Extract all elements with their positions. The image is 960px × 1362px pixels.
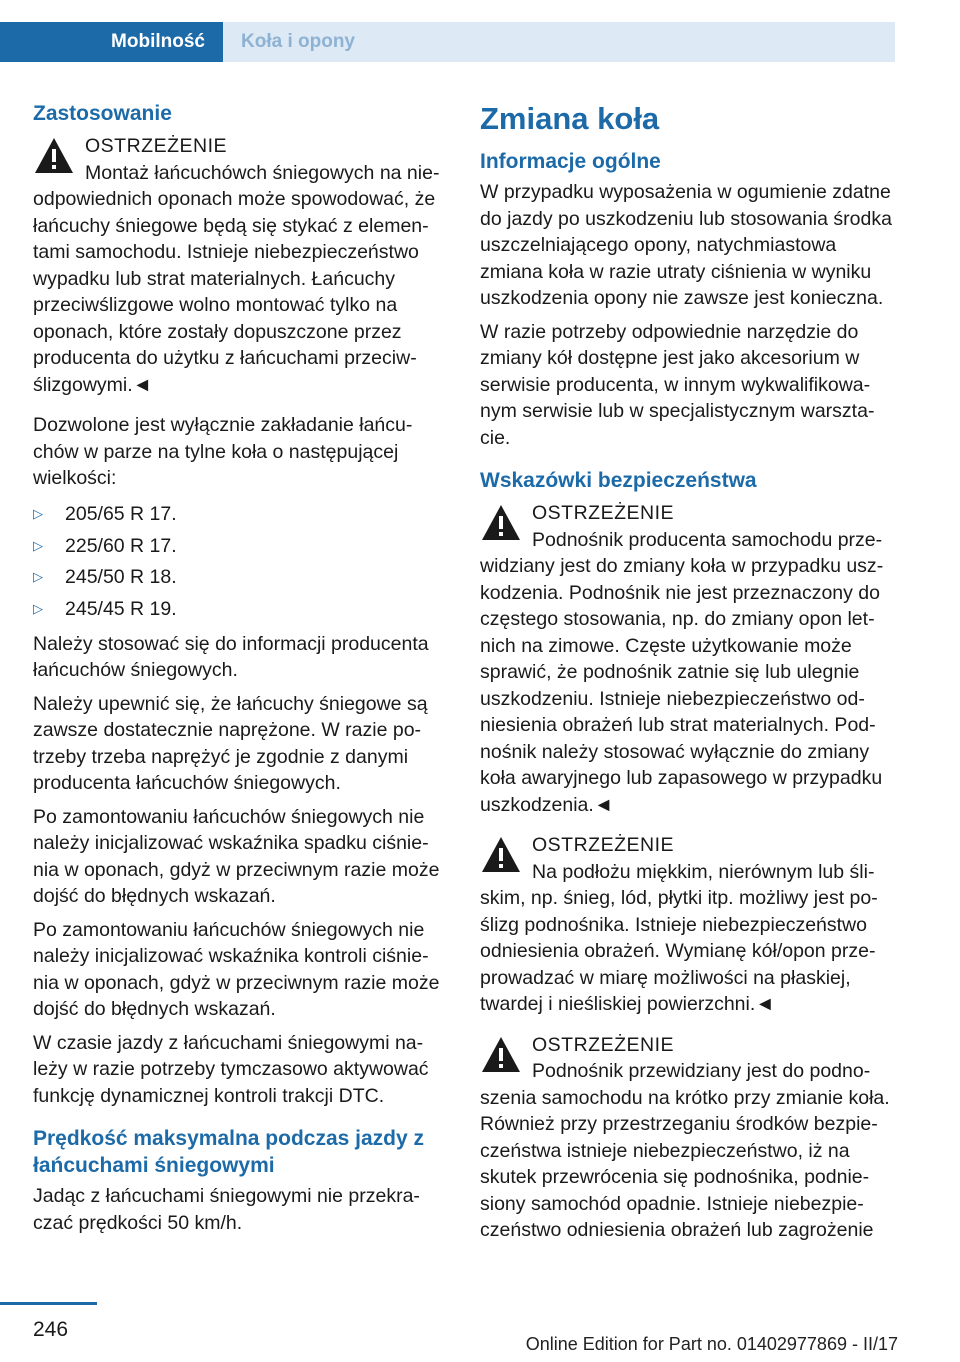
left-column: [33, 100, 445, 1243]
triangle-bullet-icon: ▷: [33, 506, 43, 521]
section-tab-kola-i-opony: Koła i opony: [223, 22, 895, 62]
paragraph: W czasie jazdy z łańcuchami śniegowymi należy w razie potrzeby tymczasowo aktywować funkcję dynamicznej kontroli trakcji DTC.: [33, 1031, 429, 1107]
warning-title: OSTRZEŻENIE: [532, 502, 675, 524]
paragraph: Jadąc z łańcuchami śniegowymi nie przekraczać prędkości 50 km/h.: [33, 1185, 420, 1234]
triangle-bullet-icon: ▷: [33, 569, 43, 584]
warning-title: OSTRZEŻENIE: [85, 135, 228, 157]
warning-block: [33, 133, 445, 398]
right-column: [480, 100, 895, 1258]
warning-text: Podnośnik przewidziany jest do podnoszenia samochodu na krótko przy zmianie koła. Również przy przestrzeganiu środków bezpieczeństwa istnieje niebezpieczeństwo, iż na skutek przewrócenia się podnośnika, podniesiony samochód opadnie. Istnieje niebezpieczeństwo odniesienia obrażeń lub zagrożenie: [480, 1060, 890, 1241]
warning-title: OSTRZEŻENIE: [532, 834, 675, 856]
list-item: [33, 499, 445, 531]
triangle-bullet-icon: ▷: [33, 537, 43, 553]
list-item-text: 245/45 R 19.: [65, 597, 177, 620]
list-item-text: 225/60 R 17.: [65, 534, 177, 557]
page-header: [0, 0, 895, 62]
warning-block: [480, 832, 895, 1018]
warning-block: [480, 500, 895, 818]
list-item: [33, 530, 445, 562]
warning-triangle-icon: [480, 1034, 522, 1076]
heading-informacje-ogolne: Informacje ogólne: [480, 150, 661, 173]
warning-block: [480, 1032, 895, 1244]
list-item-text: 205/65 R 17.: [65, 503, 177, 525]
paragraph: Należy stosować się do informacji producenta łańcuchów śniegowych.: [33, 632, 429, 681]
heading-wskazowki-bezpieczenstwa: Wskazówki bezpieczeństwa: [480, 469, 757, 492]
list-item: [33, 562, 445, 594]
warning-text: Na podłożu miękkim, nierównym lub śliskim, np. śnieg, lód, płytki itp. możliwy jest poślizg podnośnika. Istnieje niebezpieczeństwo odniesienia obrażeń. Wymianę kół/opon przeprowadzać w miarę możliwości na płaskiej, twardej i nieśliskiej powierzchni.◄: [480, 860, 878, 1015]
warning-triangle-icon: [33, 135, 75, 177]
warning-triangle-icon: [480, 834, 522, 876]
paragraph: Po zamontowaniu łańcuchów śniegowych nie należy inicjalizować wskaźnika kontroli ciśnienia w oponach, gdyż w przeciwnym razie może dojść do błędnych wskazań.: [33, 918, 440, 1020]
warning-triangle-icon: [480, 502, 522, 544]
paragraph: W razie potrzeby odpowiednie narzędzie do zmiany kół dostępne jest jako akcesorium w serwisie producenta, w innym wykwalifikowanym serwisie lub w specjalistycznym warsztacie.: [480, 320, 875, 449]
footer-divider: [0, 1302, 97, 1305]
paragraph: Dozwolone jest wyłącznie zakładanie łańcuchów w parze na tylne koła o następującej wielkości:: [33, 414, 413, 489]
warning-text: Montaż łańcuchówch śniegowych na nieodpowiednich oponach może spowodować, że łańcuchy śniegowe będą się stykać z elementami samochodu. Istnieje niebezpieczeństwo wypadku lub strat materialnych. Łańcuchy przeciwślizgowe wolno montować tylko na oponach, które zostały dopuszczone przez producenta do użytku z łańcuchami przeciwślizgowymi.◄: [33, 161, 440, 396]
heading-zmiana-kola: Zmiana koła: [480, 101, 660, 136]
paragraph: W przypadku wyposażenia w ogumienie zdatne do jazdy po uszkodzeniu lub stosowania środka uszczelniającego opony, natychmiastowa zmiana koła w razie utraty ciśnienia w wyniku uszkodzenia opony nie zawsze jest konieczna.: [480, 181, 892, 309]
list-item-text: 245/50 R 18.: [65, 566, 177, 588]
edition-note: Online Edition for Part no. 01402977869 - II/17: [525, 1334, 898, 1354]
warning-title: OSTRZEŻENIE: [532, 1033, 675, 1056]
paragraph: Po zamontowaniu łańcuchów śniegowych nie należy inicjalizować wskaźnika spadku ciśnienia w oponach, gdyż w przeciwnym razie może dojść do błędnych wskazań.: [33, 805, 440, 907]
tire-size-list: [33, 499, 445, 625]
paragraph: Należy upewnić się, że łańcuchy śniegowe są zawsze dostatecznie naprężone. W razie potrzeby trzeba naprężyć je zgodnie z danymi producenta łańcuchów śniegowych.: [33, 692, 428, 794]
warning-text: Podnośnik producenta samochodu przewidziany jest do zmiany koła w przypadku uszkodzenia. Podnośnik nie jest przeznaczony do częstego stosowania, np. do zmiany opon letnich na zimowe. Częste użytkowanie może sprawić, że podnośnik zatnie się lub ulegnie uszkodzeniu. Istnieje niebezpieczeństwo odniesienia obrażeń lub strat materialnych. Podnośnik należy stosować wyłącznie do zmiany koła awaryjnego lub zapasowego w przypadku uszkodzenia.◄: [480, 528, 884, 816]
heading-max-speed: Prędkość maksymalna podczas jazdy z łańcuchami śniegowymi: [33, 1127, 425, 1177]
page-number: 246: [33, 1318, 69, 1341]
section-tab-mobilnosc: Mobilność: [0, 22, 223, 62]
heading-zastosowanie: Zastosowanie: [33, 102, 172, 125]
list-item: [33, 593, 445, 625]
triangle-bullet-icon: ▷: [33, 600, 43, 616]
